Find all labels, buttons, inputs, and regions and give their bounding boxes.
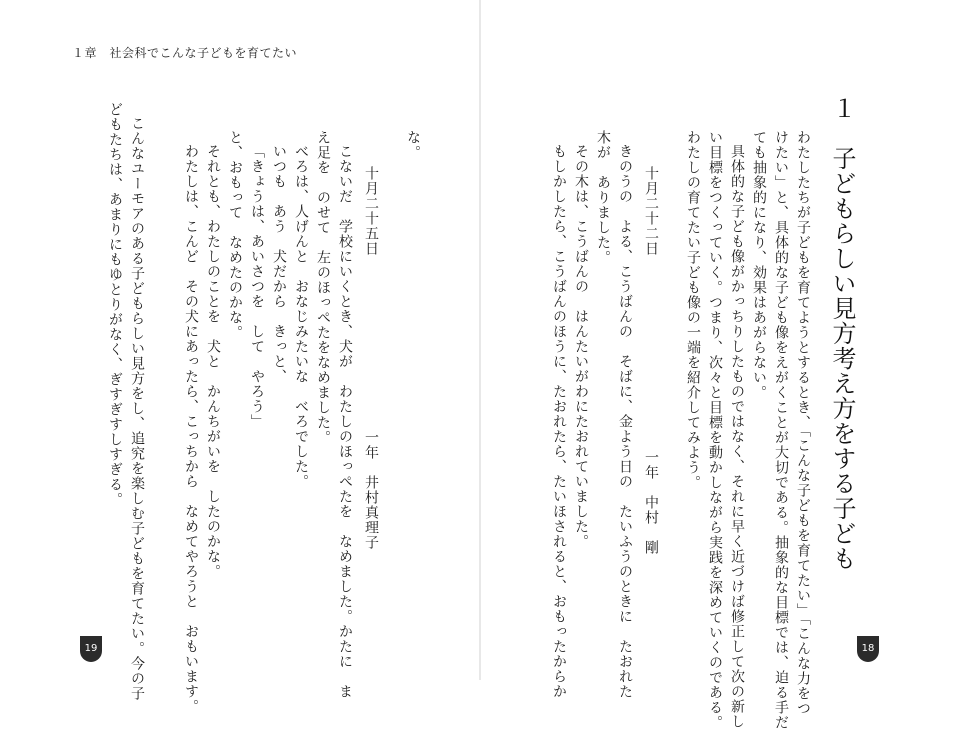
diary1-author: 一年 中村 剛 (643, 450, 659, 555)
diary2-line-8: わたしは、こんど その犬にあったら、こっちから なめてやろうと おもいます。 (183, 144, 199, 714)
running-head: １章 社会科でこんな子どもを育てたい (72, 46, 298, 60)
intro-line-4: 具体的な子ども像がかっちりしたものではなく、それに早く近づけば修正して次の新し (729, 144, 745, 729)
diary1-line-3: その木は、こうばんの はんたいがわにたおれていました。 (573, 144, 589, 549)
diary2-line-3: べろは、人げんと おなじみたいな べろでした。 (293, 144, 309, 489)
section-title: １ 子どもらしい見方考え方をする子ども (828, 96, 856, 571)
intro-line-1: わたしたちが子どもを育てようとするとき、「こんな子どもを育てたい」「こんな力をつ (795, 130, 811, 716)
diary2-line-6: と、おもって なめたのかな。 (227, 130, 243, 340)
diary1-line-2: 木が ありました。 (595, 130, 611, 265)
intro-line-6: わたしの育てたい子ども像の一端を紹介してみよう。 (685, 130, 701, 490)
diary1-end: な。 (405, 130, 421, 160)
diary1-line-4: もしかしたら、こうばんのほうに、たおれたら、たいほされると、おもったからか (551, 144, 567, 699)
closing-line-1: こんなユーモアのある子どもらしい見方をし、追究を楽しむ子どもを育てたい。今の子 (129, 116, 145, 701)
book-gutter (479, 0, 481, 680)
diary2-line-4: いつも あう 犬だから きっと、 (271, 144, 287, 384)
diary2-line-1: こないだ 学校にいくとき、犬が わたしのほっぺたを なめました。かたに ま (337, 144, 353, 699)
closing-line-2: どもたちは、あまりにもゆとりがなく、ぎすぎすしすぎる。 (107, 102, 123, 507)
diary2-line-2: え足を のせて 左のほっぺたをなめました。 (315, 130, 331, 445)
diary2-date: 十月二十五日 (363, 166, 379, 256)
diary2-author: 一年 井村真理子 (363, 430, 379, 550)
diary2-line-7: それとも、わたしのことを 犬と かんちがいを したのかな。 (205, 144, 221, 579)
diary2-line-5: 「きょうは、あいさつを して やろう」 (249, 144, 265, 429)
intro-line-2: けたい」と、具体的な子ども像をえがくことが大切である。抽象的な目標では、迫る手だ (773, 130, 789, 730)
page-number-left: 19 (80, 636, 102, 662)
diary1-date: 十月二十二日 (643, 166, 659, 256)
intro-line-5: い目標をつくっていく。つまり、次々と目標を動かしながら実践を深めていくのである。 (707, 130, 723, 730)
diary1-line-1: きのうの よる、こうばんの そばに、金よう日の たいふうのときに たおれた (617, 144, 633, 699)
page-number-right: 18 (857, 636, 879, 662)
intro-line-3: ても抽象的になり、効果はあがらない。 (751, 130, 767, 400)
